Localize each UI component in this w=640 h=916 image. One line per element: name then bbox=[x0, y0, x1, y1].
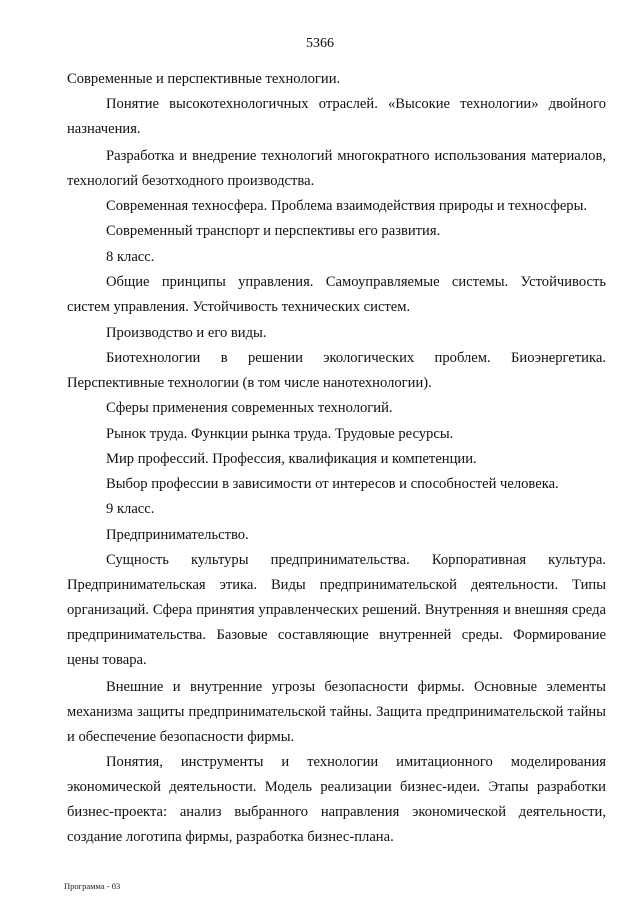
paragraph-labor-market: Рынок труда. Функции рынка труда. Трудовые ресурсы. bbox=[106, 426, 454, 442]
paragraph-technosphere: Современная техносфера. Проблема взаимодействия природы и техносферы. bbox=[106, 198, 588, 214]
footer-label: Программа - 03 bbox=[64, 881, 121, 891]
paragraph-entrepreneurship-culture: Сущность культуры предпринимательства. Корпоративная культура. Предпринимательская этика. Виды предпринимательской деятельности. Типы организаций. Сфера принятия управленческих решений. Внутренняя и внешняя среда предпринимательства. Базовые составляющие внутренней среды. Формирование цены товара. bbox=[67, 552, 606, 668]
page-number: 5366 bbox=[306, 36, 334, 51]
paragraph-business-modeling: Понятия, инструменты и технологии имитационного моделирования экономической деятельности. Модель реализации бизнес-идеи. Этапы разработки бизнес-проекта: анализ выбранного направления экономической деятельности, создание логотипа фирмы, разработка бизнес-плана. bbox=[67, 754, 606, 845]
paragraph-production: Производство и его виды. bbox=[106, 325, 267, 341]
paragraph-professions: Мир профессий. Профессия, квалификация и компетенции. bbox=[106, 451, 477, 467]
paragraph-application-spheres: Сферы применения современных технологий. bbox=[106, 400, 393, 416]
paragraph-high-tech: Понятие высокотехнологичных отраслей. «Высокие технологии» двойного назначения. bbox=[67, 96, 606, 137]
paragraph-modern-technologies: Современные и перспективные технологии. bbox=[67, 71, 341, 87]
paragraph-reuse-technologies: Разработка и внедрение технологий многократного использования материалов, технологий безотходного производства. bbox=[67, 148, 606, 189]
paragraph-career-choice: Выбор профессии в зависимости от интересов и способностей человека. bbox=[106, 476, 559, 492]
paragraph-management: Общие принципы управления. Самоуправляемые системы. Устойчивость систем управления. Устойчивость технических систем. bbox=[67, 274, 606, 315]
paragraph-biotechnology: Биотехнологии в решении экологических проблем. Биоэнергетика. Перспективные технологии (в том числе нанотехнологии). bbox=[67, 350, 606, 391]
grade-9-heading: 9 класс. bbox=[106, 501, 155, 517]
paragraph-transport: Современный транспорт и перспективы его развития. bbox=[106, 223, 441, 239]
paragraph-entrepreneurship: Предпринимательство. bbox=[106, 527, 249, 543]
paragraph-security-threats: Внешние и внутренние угрозы безопасности фирмы. Основные элементы механизма защиты предпринимательской тайны. Защита предпринимательской тайны и обеспечение безопасности фирмы. bbox=[67, 679, 606, 745]
grade-8-heading: 8 класс. bbox=[106, 249, 155, 265]
